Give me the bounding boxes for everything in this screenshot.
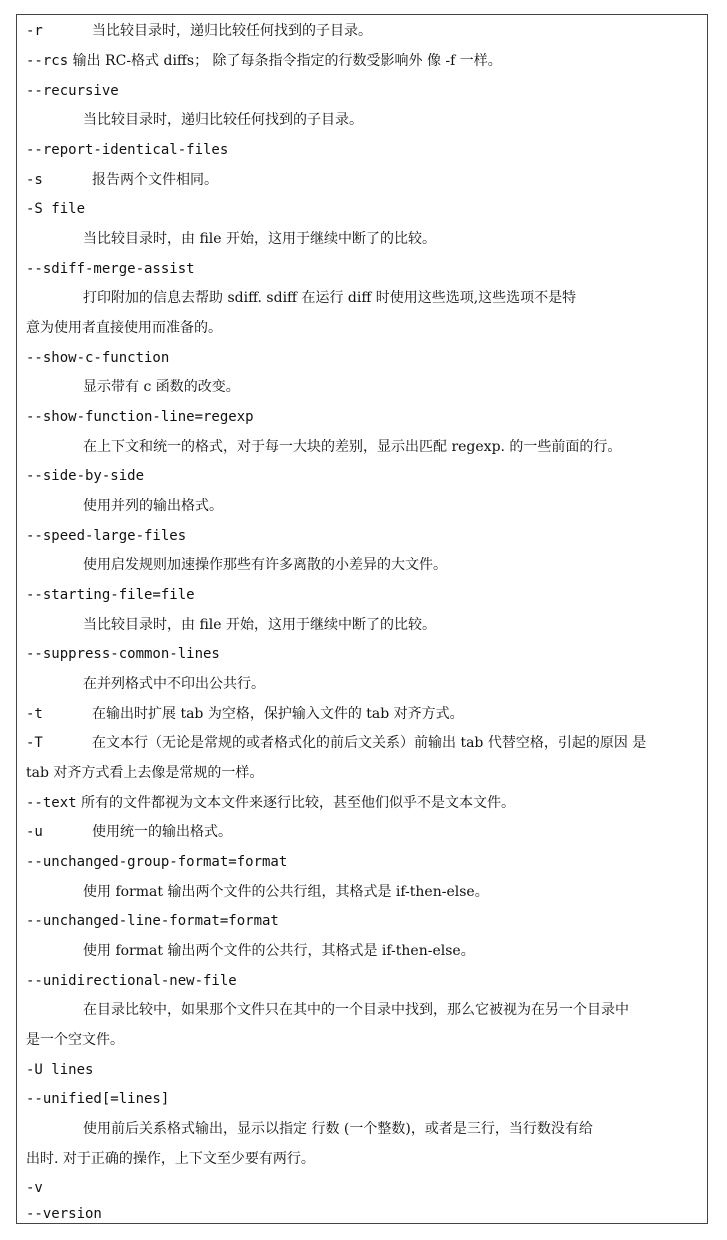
option-name: --side-by-side [26,468,145,484]
option-name: -S file [26,201,86,217]
option-line [26,171,218,189]
option-line [26,734,647,752]
option-name: --text [26,795,77,811]
option-line [26,22,372,40]
option-description: 当比较目录时，由 file 开始，这用于继续中断了的比较。 [83,617,436,633]
option-name: --rcs [26,53,69,69]
option-description: 使用统一的输出格式。 [92,824,232,840]
option-name: -r [26,23,43,39]
option-name: -s [26,172,43,188]
option-description: 当比较目录时，由 file 开始，这用于继续中断了的比较。 [83,231,436,247]
option-name: --unidirectional-new-file [26,973,237,989]
option-description: 使用启发规则加速操作那些有许多离散的小差异的大文件。 [83,557,447,573]
option-name: --suppress-common-lines [26,646,220,662]
option-line [26,794,515,812]
option-description: 所有的文件都视为文本文件来逐行比较，甚至他们似乎不是文本文件。 [81,795,516,811]
option-name: --unified[=lines] [26,1091,170,1107]
option-name: --speed-large-files [26,528,187,544]
option-name: --show-function-line=regexp [26,409,254,425]
option-line [26,823,232,841]
option-description: 当比较目录时，递归比较任何找到的子目录。 [92,23,372,39]
option-name: --starting-file=file [26,587,195,603]
option-name: -v [26,1180,43,1196]
option-name: --recursive [26,83,119,99]
option-description-continued: 意为使用者直接使用而准备的。 [26,320,222,336]
option-name: -T [26,735,43,751]
option-name: --report-identical-files [26,142,229,158]
option-description: 在并列格式中不印出公共行。 [83,676,265,692]
option-description-continued: 是一个空文件。 [26,1032,124,1048]
document-frame [16,14,708,1224]
option-name: --show-c-function [26,350,170,366]
option-description: 使用 format 输出两个文件的公共行组，其格式是 if-then-else。 [83,884,489,900]
option-line [26,705,464,723]
option-name: --version [26,1206,102,1222]
option-name: --unchanged-group-format=format [26,854,288,870]
option-description: 使用并列的输出格式。 [83,498,223,514]
option-name: -t [26,706,43,722]
option-description: 显示带有 c 函数的改变。 [83,379,240,395]
option-description: 在文本行（无论是常规的或者格式化的前后文关系）前输出 tab 代替空格，引起的原因 是 [92,735,647,751]
option-description-continued: tab 对齐方式看上去像是常规的一样。 [26,765,264,781]
option-description: 在上下文和统一的格式，对于每一大块的差别，显示出匹配 regexp. 的一些前面的行。 [83,439,622,455]
option-description: 使用 format 输出两个文件的公共行，其格式是 if-then-else。 [83,943,475,959]
option-name: -U lines [26,1062,94,1078]
option-name: --sdiff-merge-assist [26,261,195,277]
option-description: 输出 RC-格式 diffs； 除了每条指令指定的行数受影响外 像 -f 一样。 [72,53,502,69]
option-name: --unchanged-line-format=format [26,913,279,929]
option-description: 在输出时扩展 tab 为空格，保护输入文件的 tab 对齐方式。 [92,706,464,722]
option-description: 使用前后关系格式输出，显示以指定 行数 (一个整数)，或者是三行，当行数没有给 [83,1121,593,1137]
option-description: 当比较目录时，递归比较任何找到的子目录。 [83,112,363,128]
option-description: 在目录比较中，如果那个文件只在其中的一个目录中找到，那么它被视为在另一个目录中 [83,1002,629,1018]
option-description-continued: 出时. 对于正确的操作，上下文至少要有两行。 [26,1151,315,1167]
option-line [26,52,502,70]
option-name: -u [26,824,43,840]
option-description: 报告两个文件相同。 [92,172,218,188]
option-description: 打印附加的信息去帮助 sdiff. sdiff 在运行 diff 时使用这些选项,这些选项不是特 [83,290,577,306]
